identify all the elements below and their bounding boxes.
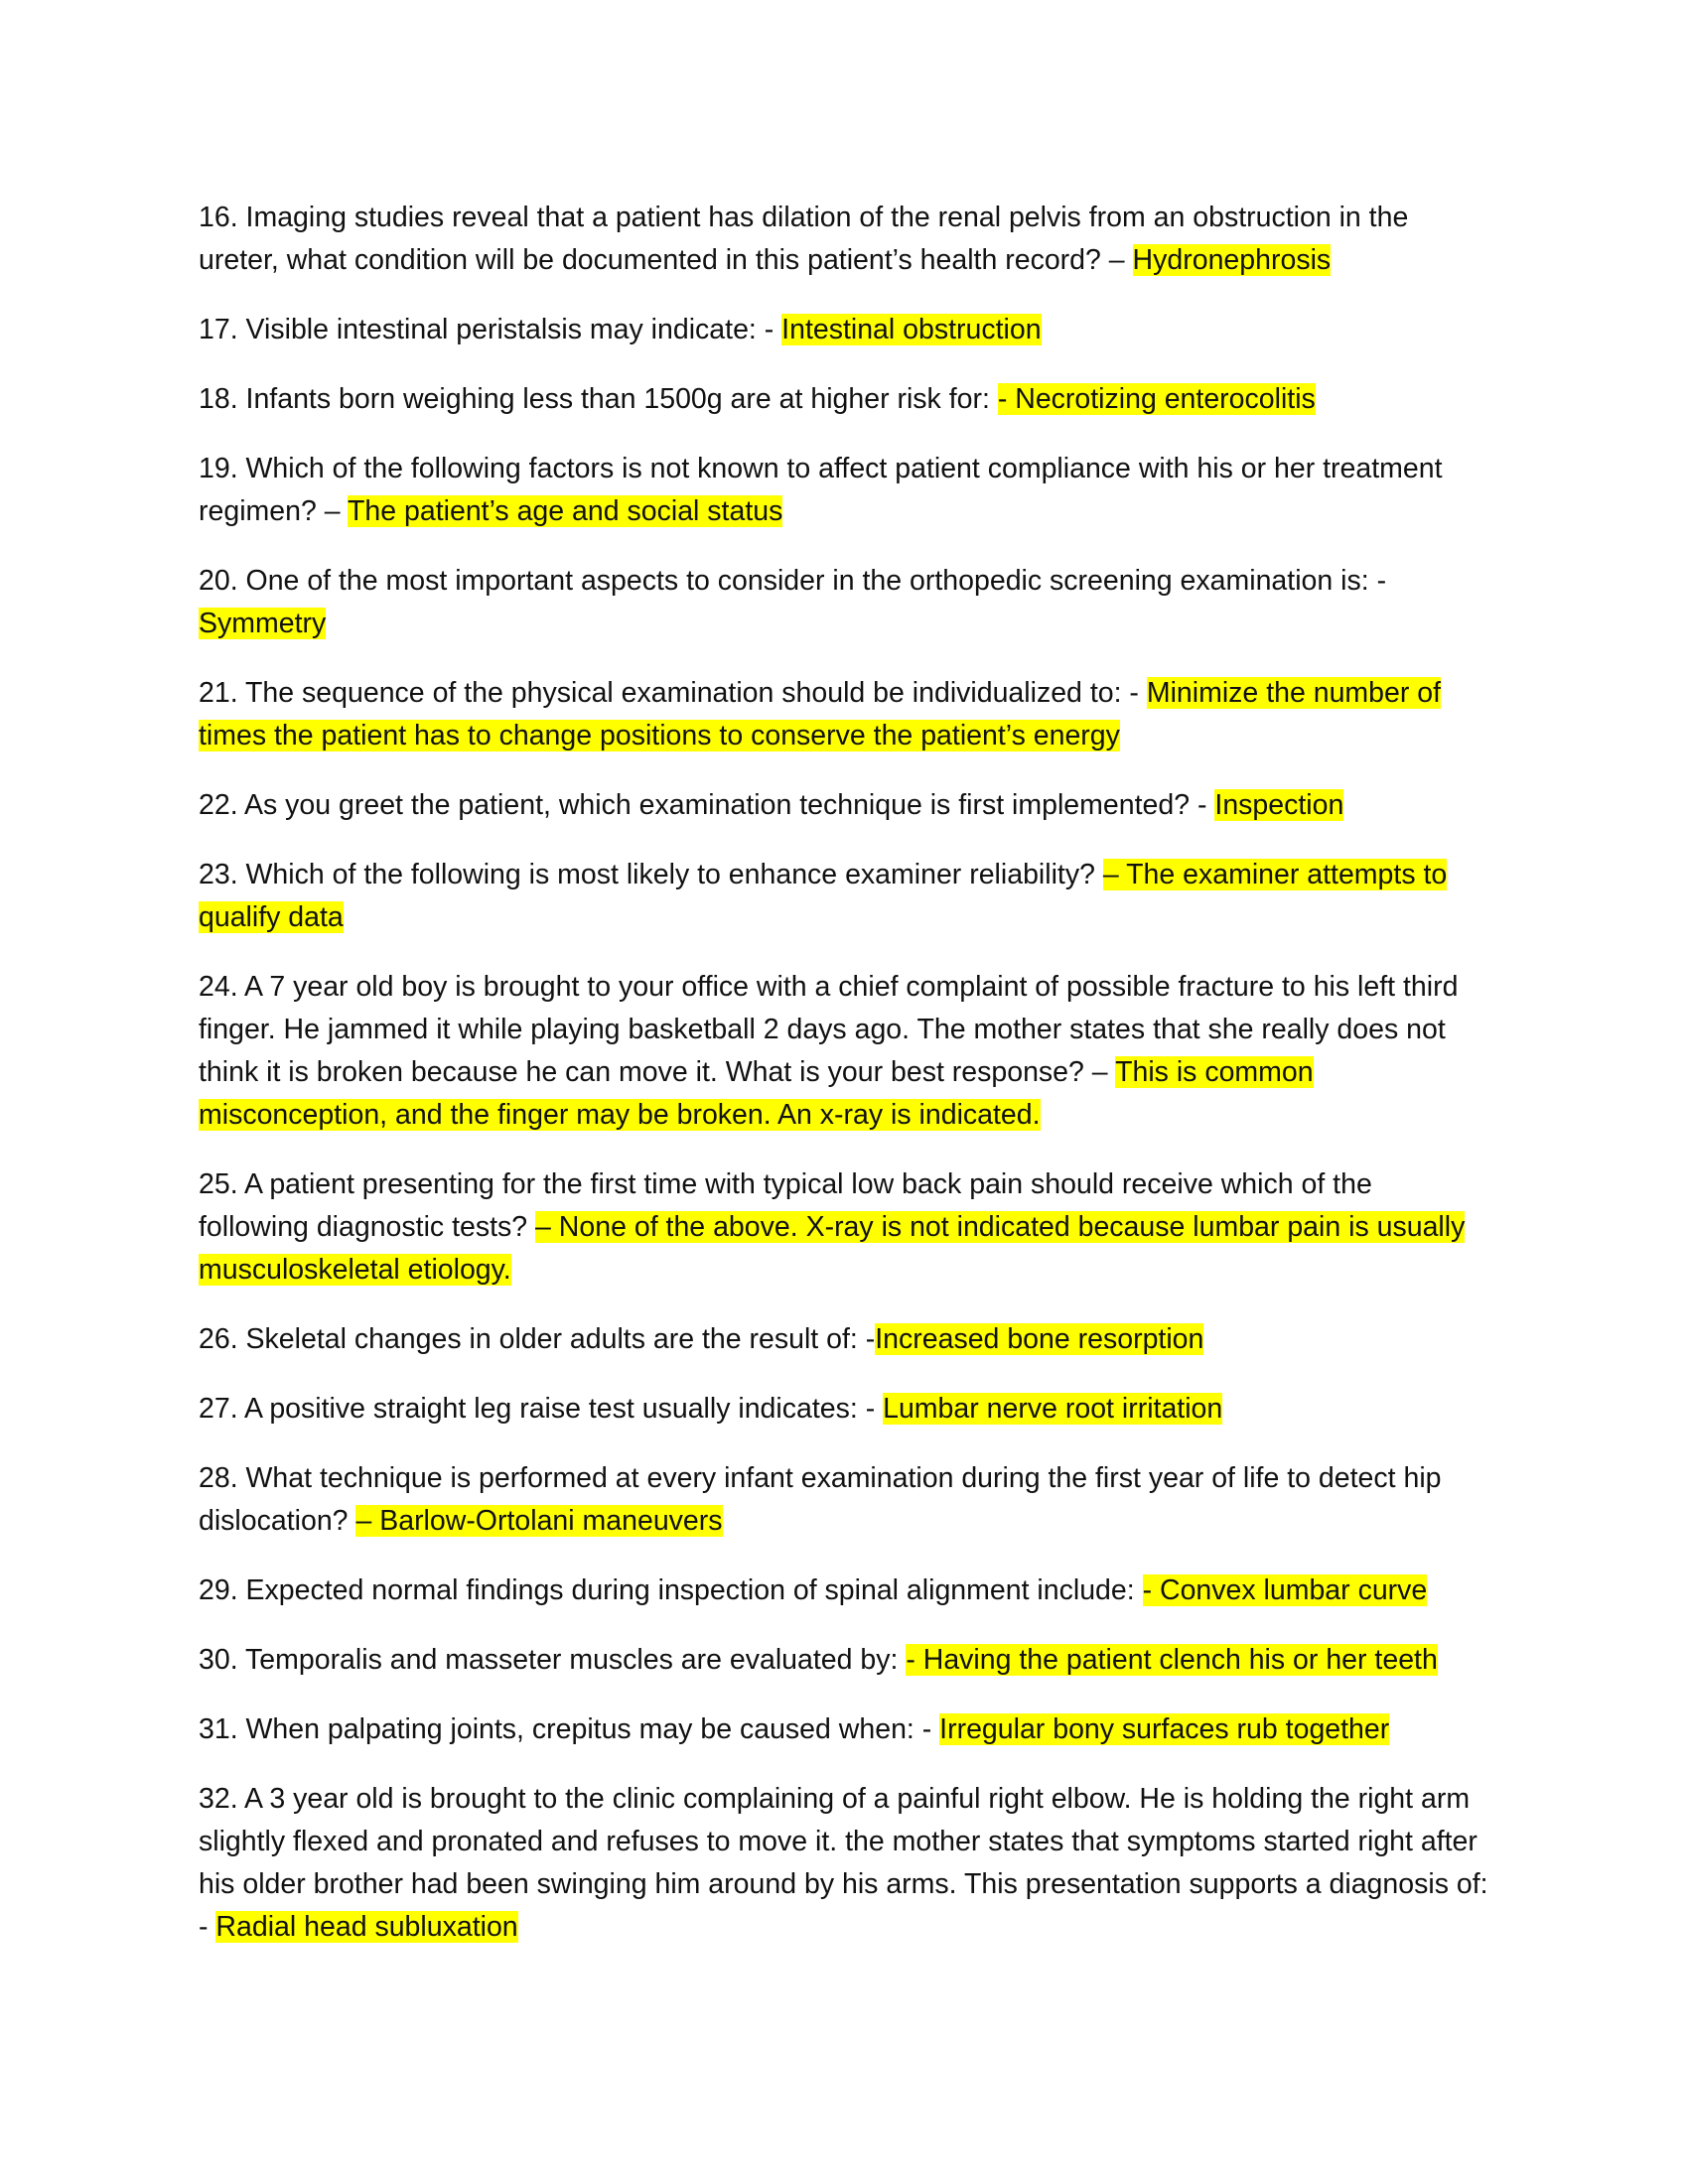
question-text: 29. Expected normal findings during inspection of spinal alignment include: — [199, 1574, 1143, 1606]
question-25 — [199, 1163, 1489, 1292]
highlighted-answer: Minimize the number of times the patient has to change positions to conserve the patient’s energy — [199, 677, 1442, 751]
question-24 — [199, 966, 1489, 1137]
question-text: 30. Temporalis and masseter muscles are evaluated by: — [199, 1644, 907, 1676]
highlighted-answer: Lumbar nerve root irritation — [883, 1393, 1223, 1425]
question-text: 19. Which of the following factors is not known to affect patient compliance with his or her treatment regimen? – — [199, 453, 1443, 527]
highlighted-answer: Symmetry — [199, 608, 327, 639]
question-text: 25. A patient presenting for the first time with typical low back pain should receive which of the following diagnostic tests? — [199, 1168, 1372, 1243]
highlighted-answer: - Having the patient clench his or her teeth — [906, 1644, 1438, 1676]
question-18 — [199, 378, 1489, 421]
highlighted-answer: Intestinal obstruction — [781, 314, 1042, 345]
question-16 — [199, 197, 1489, 282]
question-17 — [199, 309, 1489, 351]
highlighted-answer: - Convex lumbar curve — [1142, 1574, 1428, 1606]
highlighted-answer: – None of the above. X-ray is not indicated because lumbar pain is usually musculoskeletal etiology. — [199, 1211, 1466, 1286]
highlighted-answer: – The examiner attempts to qualify data — [199, 859, 1448, 933]
question-29 — [199, 1570, 1489, 1612]
question-text: 24. A 7 year old boy is brought to your office with a chief complaint of possible fracture to his left third finger. He jammed it while playing basketball 2 days ago. The mother states that she really does not think it is broken because he can move it. What is your best response? – — [199, 971, 1459, 1088]
question-text: 26. Skeletal changes in older adults are the result of: - — [199, 1323, 876, 1355]
highlighted-answer: – Barlow-Ortolani maneuvers — [355, 1505, 723, 1537]
question-23 — [199, 854, 1489, 939]
highlighted-answer: Hydronephrosis — [1132, 244, 1332, 276]
highlighted-answer: Inspection — [1214, 789, 1344, 821]
question-28 — [199, 1457, 1489, 1543]
question-text: 32. A 3 year old is brought to the clinic complaining of a painful right elbow. He is holding the right arm slightly flexed and pronated and refuses to move it. the mother states that symptoms started right after his older brother had been swinging him around by his arms. This presentation supports a diagnosis of: - — [199, 1783, 1488, 1943]
question-text: 23. Which of the following is most likely to enhance examiner reliability? — [199, 859, 1103, 890]
highlighted-answer: - Necrotizing enterocolitis — [997, 383, 1316, 415]
question-27 — [199, 1388, 1489, 1431]
question-text: 17. Visible intestinal peristalsis may indicate: - — [199, 314, 782, 345]
question-text: 28. What technique is performed at every infant examination during the first year of life to detect hip dislocation? — [199, 1462, 1442, 1537]
question-30 — [199, 1639, 1489, 1682]
question-text: 20. One of the most important aspects to consider in the orthopedic screening examination is: - — [199, 565, 1387, 597]
question-text: 21. The sequence of the physical examination should be individualized to: - — [199, 677, 1147, 709]
question-text: 16. Imaging studies reveal that a patient has dilation of the renal pelvis from an obstruction in the ureter, what condition will be documented in this patient’s health record? – — [199, 202, 1409, 276]
question-20 — [199, 560, 1489, 645]
question-26 — [199, 1318, 1489, 1361]
highlighted-answer: This is common misconception, and the finger may be broken. An x-ray is indicated. — [199, 1056, 1314, 1131]
question-22 — [199, 784, 1489, 827]
highlighted-answer: Increased bone resorption — [875, 1323, 1204, 1355]
question-19 — [199, 448, 1489, 533]
highlighted-answer: The patient’s age and social status — [348, 495, 783, 527]
highlighted-answer: Radial head subluxation — [215, 1911, 518, 1943]
question-21 — [199, 672, 1489, 757]
question-list — [199, 197, 1489, 1976]
question-31 — [199, 1708, 1489, 1751]
question-text: 22. As you greet the patient, which examination technique is first implemented? - — [199, 789, 1215, 821]
question-32 — [199, 1778, 1489, 1949]
highlighted-answer: Irregular bony surfaces rub together — [939, 1713, 1390, 1745]
question-text: 18. Infants born weighing less than 1500g are at higher risk for: — [199, 383, 998, 415]
question-text: 31. When palpating joints, crepitus may be caused when: - — [199, 1713, 940, 1745]
question-text: 27. A positive straight leg raise test usually indicates: - — [199, 1393, 884, 1425]
